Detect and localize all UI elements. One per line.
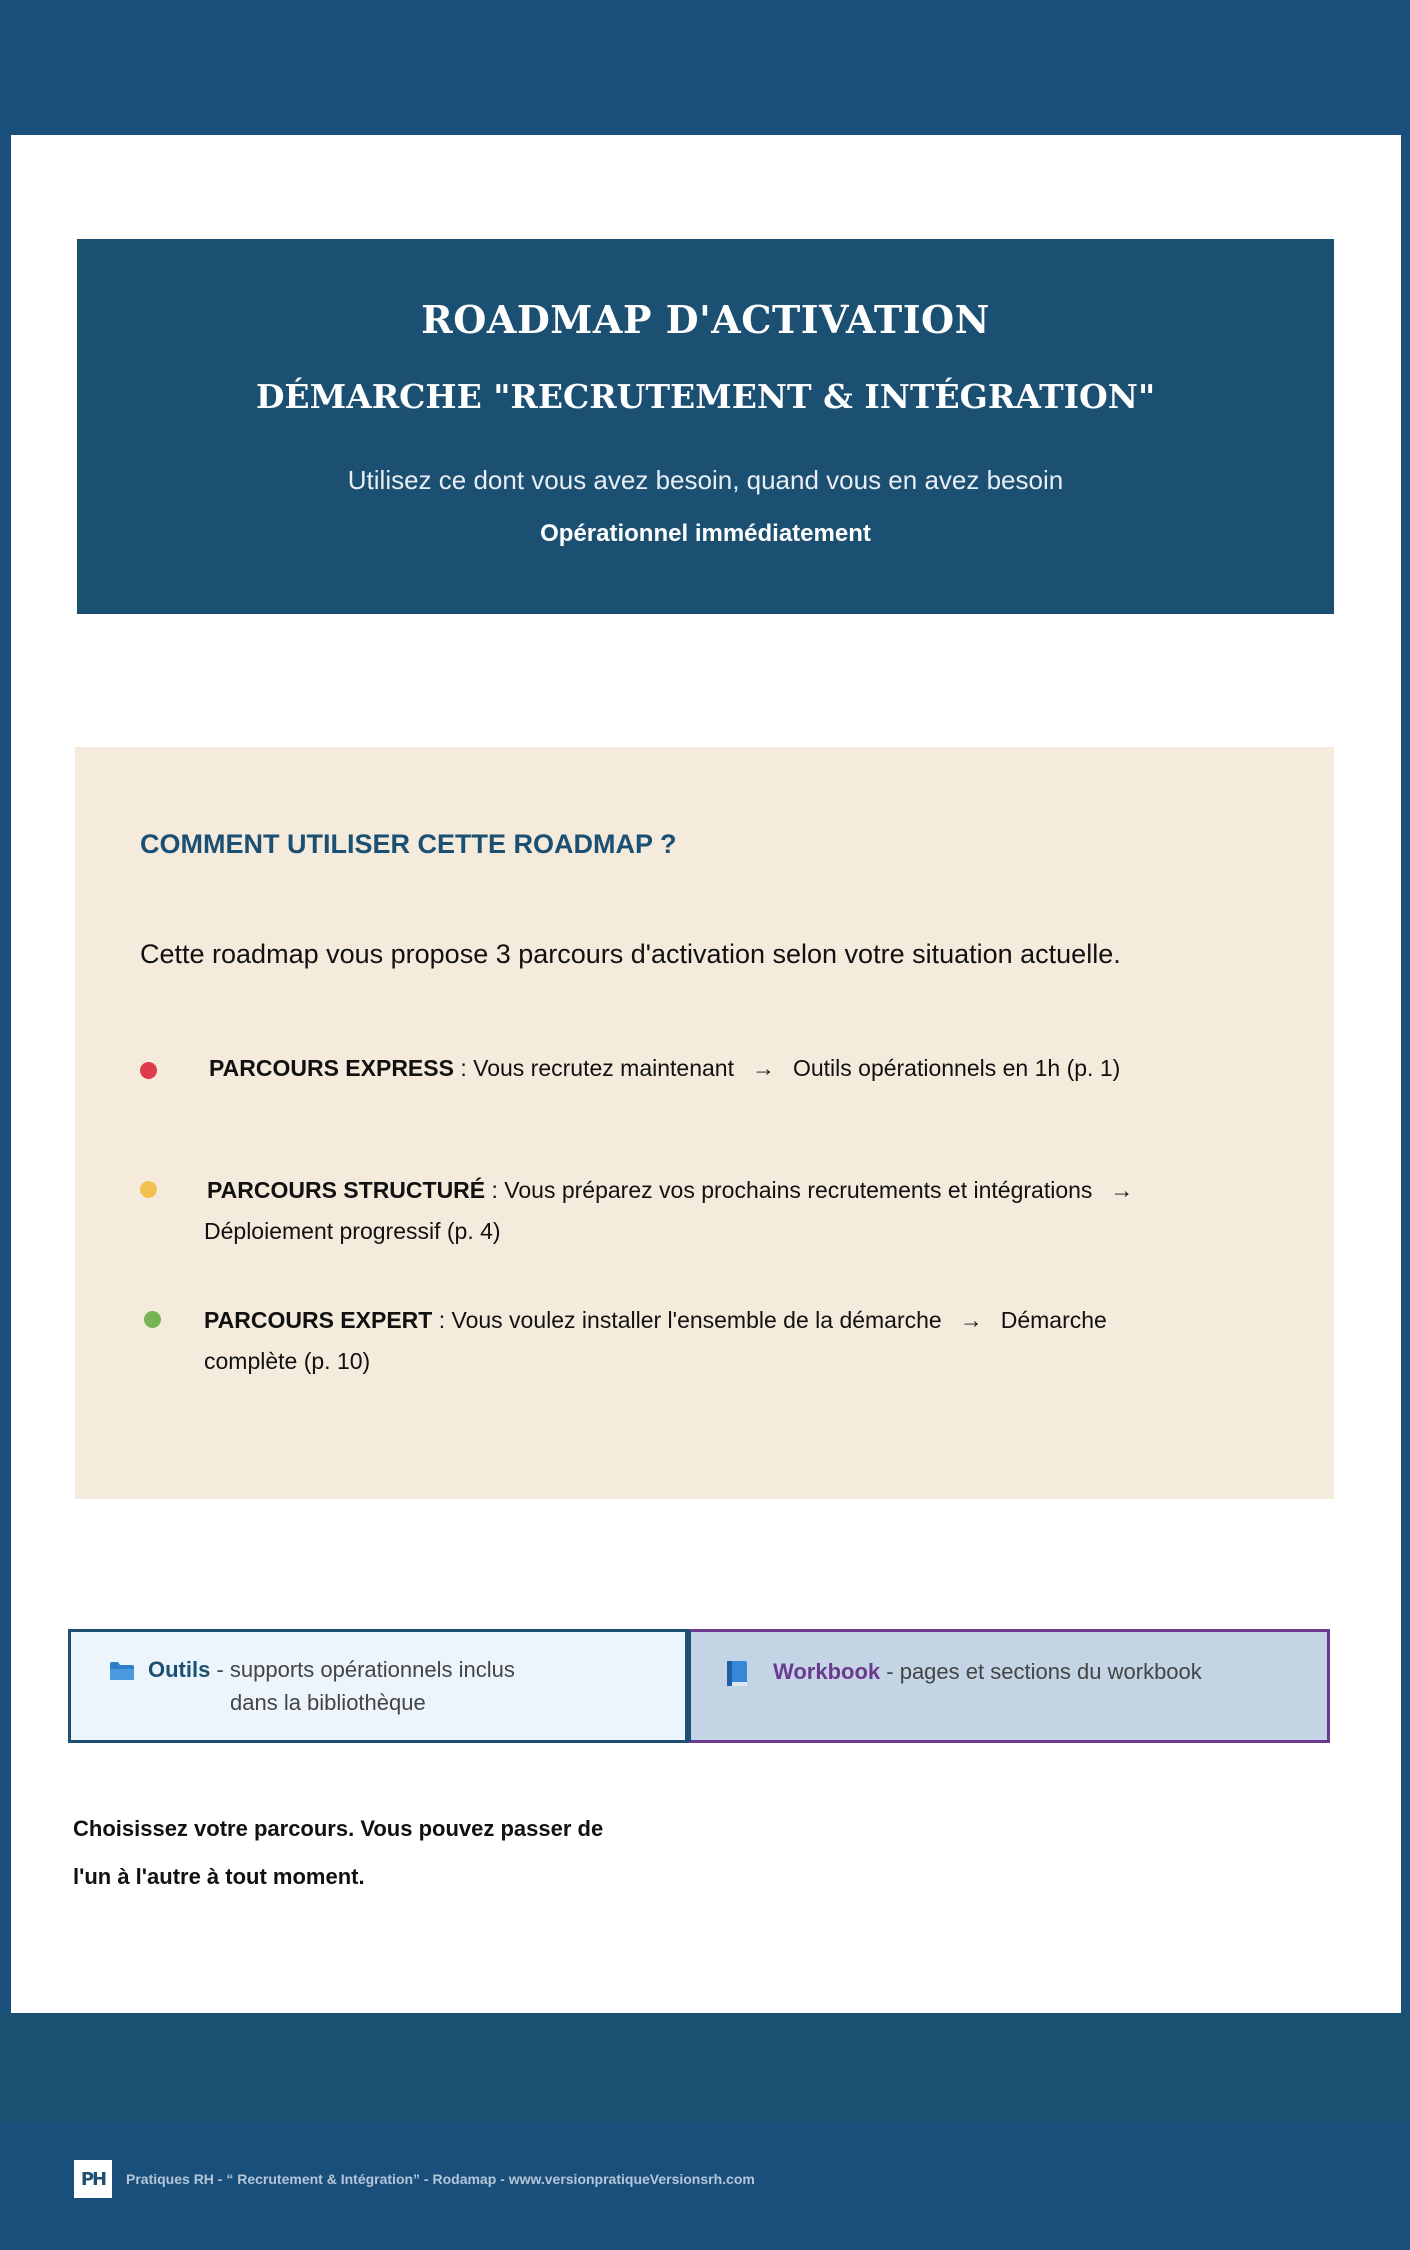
choose-line: l'un à l'autre à tout moment. (73, 1864, 365, 1889)
choose-instructions (73, 1805, 603, 1901)
route-structured (140, 1170, 1240, 1252)
route-structured-text (140, 1170, 1240, 1252)
header-banner (77, 239, 1334, 614)
banner-tagline: Utilisez ce dont vous avez besoin, quand vous en avez besoin (347, 465, 1064, 495)
legend-term: Outils (148, 1657, 211, 1682)
how-to-box (75, 747, 1334, 1499)
arrow-right-icon: → (751, 1055, 775, 1081)
footer-band (0, 2013, 1410, 2123)
footer (74, 2160, 755, 2198)
route-express-text (140, 1055, 1120, 1081)
page-subtitle: DÉMARCHE "RECRUTEMENT & INTÉGRATION" (255, 377, 1156, 416)
logo: PH (74, 2160, 112, 2198)
route-express (140, 1048, 1240, 1089)
route-name: PARCOURS EXPERT (204, 1307, 433, 1333)
route-outcome: Démarche (1000, 1307, 1107, 1333)
legend-description-continued: dans la bibliothèque (230, 1690, 426, 1715)
footer-text: Pratiques RH - “ Recrutement & Intégration” - Rodamap - www.versionpratiqueVersionsrh.com (126, 2171, 755, 2187)
route-expert-text (140, 1300, 1240, 1382)
choose-line: Choisissez votre parcours. Vous pouvez passer de (73, 1816, 604, 1841)
document-page (11, 135, 1401, 2013)
arrow-right-icon: → (959, 1307, 983, 1333)
route-name: PARCOURS EXPRESS (209, 1055, 454, 1081)
book-icon (724, 1660, 750, 1688)
red-dot-icon (140, 1062, 157, 1079)
legend (68, 1629, 1330, 1743)
route-name: PARCOURS STRUCTURÉ (207, 1177, 486, 1203)
legend-workbook-text (773, 1659, 1202, 1685)
route-outcome: Outils opérationnels en 1h (p. 1) (792, 1055, 1121, 1081)
legend-term: Workbook (773, 1659, 881, 1684)
folder-icon (109, 1661, 135, 1681)
how-to-intro: Cette roadmap vous propose 3 parcours d'activation selon votre situation actuelle. (140, 939, 1121, 969)
route-outcome-continued: complète (p. 10) (204, 1348, 371, 1374)
arrow-right-icon: → (1110, 1177, 1134, 1203)
route-outcome: Déploiement progressif (p. 4) (204, 1218, 501, 1244)
banner-highlight: Opérationnel immédiatement (540, 520, 871, 547)
page-title: ROADMAP D'ACTIVATION (421, 297, 990, 342)
yellow-dot-icon (140, 1181, 157, 1198)
legend-workbook (688, 1629, 1330, 1743)
legend-tools (68, 1629, 688, 1743)
green-dot-icon (144, 1311, 161, 1328)
route-expert (140, 1300, 1240, 1382)
route-description: : Vous recrutez maintenant (453, 1055, 734, 1081)
legend-description: - pages et sections du workbook (880, 1659, 1202, 1684)
legend-tools-text (148, 1653, 515, 1719)
route-description: : Vous préparez vos prochains recrutements et intégrations (485, 1177, 1093, 1203)
legend-description: - supports opérationnels inclus (210, 1657, 515, 1682)
route-description: : Vous voulez installer l'ensemble de la démarche (432, 1307, 942, 1333)
how-to-heading: COMMENT UTILISER CETTE ROADMAP ? (140, 829, 677, 859)
